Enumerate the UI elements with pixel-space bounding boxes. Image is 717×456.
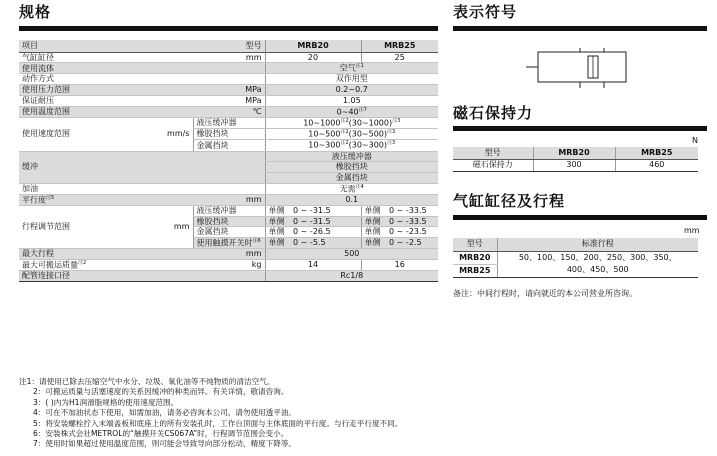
speed-type-0: 液压缓冲器 [193,117,265,128]
magnet-table [453,147,698,172]
magnet-value-mrb25: 460 [615,159,698,171]
stroke-adj-side-0a: 单侧 [268,206,285,216]
note-line: 7：使用时如果超过使用温度范围，则可能会导致导向部分松动、精度下降等。 [33,439,297,449]
magnet-header-row [453,147,698,159]
port-value: Rc1/8 [265,271,438,282]
max-stroke-row [19,249,438,260]
stroke-unit: mm [684,226,700,235]
note-line: 4：可在不加油状态下使用，如需加油，请务必咨询本公司。请勿使用透平油。 [33,408,297,418]
magnet-header-mrb20: MRB20 [533,147,615,159]
magnet-header-model: 型号 [453,147,533,159]
pressure-unit: MPa [193,85,265,96]
spec-title-bar [19,26,438,31]
stroke-model-mrb25: MRB25 [453,264,497,277]
speed-note2-1: 注3 [387,129,396,135]
stroke-values-0: 50、100、150、200、250、300、350、 [497,251,698,264]
cushion-type-1: 橡胶挡块 [265,162,438,173]
flatness-label: 平行度 [22,195,46,205]
stroke-adj-side-3a: 单侧 [268,238,285,248]
stroke-adj-type-0: 液压缓冲器 [193,206,265,217]
max-load-value-mrb20: 14 [265,260,361,271]
stroke-adj-type-2: 金属挡块 [193,227,265,238]
max-load-row [19,260,438,271]
max-load-label: 最大可搬运质量 [22,260,78,270]
spec-header-row [19,40,438,52]
stroke-adj-side-2a: 单侧 [268,227,285,237]
stroke-adj-label: 行程调节范围 [19,206,131,249]
header-mrb25: MRB25 [361,40,438,52]
stroke-values-1: 400、450、500 [497,264,698,277]
bore-unit: mm [193,52,265,63]
magnet-unit: N [692,136,698,145]
header-mrb20: MRB20 [265,40,361,52]
action-value: 双作用型 [265,74,438,85]
stroke-adj-side-1b: 单侧 [364,216,381,226]
max-stroke-unit: mm [193,249,265,260]
bore-value-mrb20: 20 [265,52,361,63]
fluid-row [19,63,438,74]
speed-paren-1: (30~500) [348,129,388,139]
stroke-header-row [453,238,698,251]
stroke-note: 备注：中间行程时，请向就近的本公司营业所咨询。 [453,289,637,298]
speed-note2-0: 注3 [392,117,401,124]
note-line: 2：可搬运质量与活塞速度的关系因缓冲的种类而异。有关详情，敬请咨询。 [33,387,289,397]
speed-unit: mm/s [131,117,193,151]
stroke-row [453,251,698,264]
stroke-adj-value-2b: 0 ~ -23.5 [389,227,427,237]
stroke-adj-value-2a: 0 ~ -26.5 [293,227,331,237]
cushion-row [19,151,438,162]
pressure-label: 使用压力范围 [19,85,193,96]
spec-title: 规格 [19,3,52,21]
flatness-value: 0.1 [265,194,438,205]
note-line: 3：( )内为H1润滑脂规格的使用速度范围。 [33,397,179,407]
stroke-adj-side-2b: 单侧 [364,227,381,237]
port-label: 配管连接口径 [19,271,265,282]
stroke-adj-value-3b: 0 ~ -2.5 [389,238,422,248]
stroke-adj-value-3a: 0 ~ -5.5 [293,238,326,248]
port-row [19,271,438,282]
cushion-type-0: 液压缓冲器 [265,151,438,162]
speed-paren-2: (30~300) [348,140,388,150]
lube-label: 加油 [19,183,265,194]
speed-type-1: 橡胶挡块 [193,129,265,140]
speed-value-0: 10~1000 [303,118,341,128]
temp-value: 0~40 [336,107,359,117]
lube-row [19,183,438,194]
stroke-adj-row [19,206,438,217]
header-model: 型号 [193,40,265,52]
max-load-value-mrb25: 16 [361,260,438,271]
speed-type-2: 金属挡块 [193,140,265,151]
notes-block [19,377,539,450]
speed-label: 使用速度范围 [19,117,131,151]
max-load-note: 注2 [78,260,87,267]
stroke-adj-note-3: 注6 [252,238,261,245]
pressure-value: 0.2~0.7 [265,85,438,96]
proof-unit: MPa [193,95,265,106]
stroke-adj-value-0b: 0 ~ -33.5 [389,206,427,216]
magnet-row [453,159,698,171]
speed-value-2: 10~300 [308,140,341,150]
magnet-title: 磁石保持力 [453,104,534,122]
magnet-title-bar [453,126,707,131]
speed-row [19,117,438,128]
flatness-unit: mm [193,194,265,205]
magnet-value-mrb20: 300 [533,159,615,171]
spec-table [19,40,438,282]
magnet-row-label: 磁石保持力 [453,159,533,171]
note-line: 6：安装株式会社METROL的“触摸开关CS067A”时，行程调节范围会变小。 [33,429,289,439]
header-item: 项目 [22,40,38,50]
stroke-adj-type-1: 橡胶挡块 [193,216,265,227]
stroke-title-bar [453,215,707,220]
stroke-adj-value-0a: 0 ~ -31.5 [293,206,331,216]
bore-value-mrb25: 25 [361,52,438,63]
max-load-unit: kg [193,260,265,271]
proof-label: 保证耐压 [19,95,193,106]
stroke-header-model: 型号 [453,238,497,251]
cylinder-symbol-icon [520,38,640,96]
max-stroke-label: 最大行程 [19,249,193,260]
stroke-model-mrb20: MRB20 [453,251,497,264]
stroke-adj-side-3b: 单侧 [364,238,381,248]
lube-note: 注4 [355,183,364,190]
speed-note-1: 注2 [340,129,349,135]
note-line: 注1：请使用已除去压缩空气中水分、垃圾、氧化油等不纯物质的清洁空气。 [19,377,275,386]
temp-row [19,106,438,117]
note-line: 5：将安装螺栓拧入末端盖板和底座上的所有安装孔时，工作台顶面与主体底面的平行度。与行走平行度不同。 [33,418,403,428]
stroke-header-standard: 标准行程 [497,238,698,251]
stroke-adj-value-1a: 0 ~ -31.5 [293,216,331,226]
pressure-row [19,85,438,96]
action-label: 动作方式 [19,74,265,85]
stroke-table [453,238,698,278]
stroke-adj-side-0b: 单侧 [364,206,381,216]
speed-value-1: 10~500 [308,129,341,139]
lube-value: 无需 [339,184,356,194]
stroke-adj-value-1b: 0 ~ -33.5 [389,216,427,226]
speed-note2-2: 注3 [387,140,396,147]
bore-label: 气缸缸径 [19,52,193,63]
speed-note-2: 注2 [340,140,349,147]
fluid-note: 注1 [355,63,364,70]
stroke-adj-side-1a: 单侧 [268,216,285,226]
cushion-type-2: 金属挡块 [265,172,438,183]
fluid-value: 空气 [339,63,356,73]
temp-note: 注7 [358,106,367,113]
stroke-title: 气缸缸径及行程 [453,192,566,210]
proof-row [19,95,438,106]
speed-note-0: 注2 [340,117,349,124]
flatness-note: 注5 [46,194,55,201]
proof-value: 1.05 [265,95,438,106]
stroke-row [453,264,698,277]
symbol-title: 表示符号 [453,3,518,21]
fluid-label: 使用流体 [19,63,265,74]
stroke-adj-unit: mm [131,206,193,249]
symbol-title-bar [453,26,707,31]
magnet-header-mrb25: MRB25 [615,147,698,159]
stroke-adj-type-3: 使用触摸开关时 [196,238,253,248]
bore-row [19,52,438,63]
action-row [19,74,438,85]
max-stroke-value: 500 [265,249,438,260]
temp-label: 使用温度范围 [19,106,193,117]
temp-unit: ℃ [193,106,265,117]
speed-paren-0: (30~1000) [348,118,393,128]
flatness-row [19,194,438,205]
cushion-label: 缓冲 [19,151,265,183]
